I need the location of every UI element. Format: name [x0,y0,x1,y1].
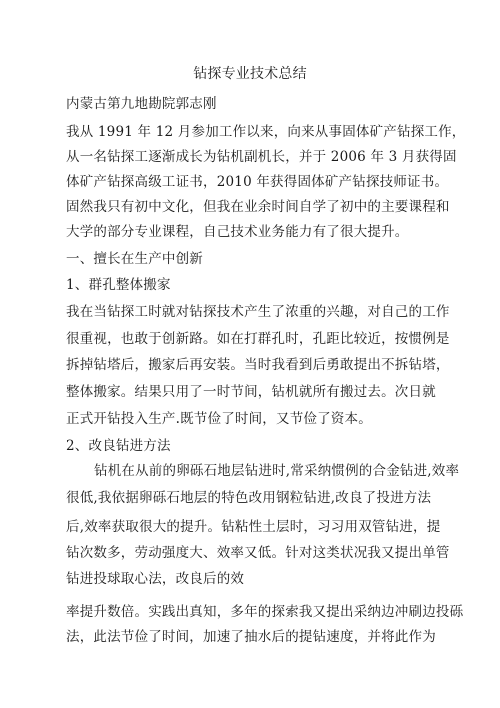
intro-line: 我从 1991 年 12 月参加工作以来，向来从事固体矿产钻探工作， [66,124,466,140]
paragraph-line: 钻次数多，劳动强度大、效率又低。针对这类状况我又提出单管 [66,545,450,561]
subsection-heading: 2、改良钻进方法 [66,438,171,454]
paragraph-line: 钻进投球取心法，改良后的效 [66,571,245,587]
paragraph-line: 后,效率获取很大的提升。钻粘性土层时，习习用双管钻进，提 [66,519,441,535]
paragraph-line: 我在当钻探工时就对钻探技术产生了浓重的兴趣，对自己的工作 [66,304,450,320]
paragraph-line: 拆掉钻塔后，搬家后再安装。当时我看到后勇敢提出不拆钻塔， [66,357,450,373]
paragraph-line: 很低,我依据卵砾石地层的特色改用钢粒钻进,改良了投进方法 [66,490,432,506]
paragraph-line: 钻机在从前的卵砾石地层钻进时,常采纳惯例的合金钻进,效率 [94,463,460,479]
author-line: 内蒙古第九地勘院郭志刚 [66,96,217,112]
paragraph-line: 整体搬家。结果只用了一时节间，钻机就所有搬过去。次日就 [66,384,436,400]
section-heading: 一、擅长在生产中创新 [66,251,203,267]
document-title: 钻探专业技术总结 [193,66,307,82]
paragraph-line: 法，此法节俭了时间，加速了抽水后的提钻速度，并将此作为 [66,629,436,645]
subsection-heading: 1、群孔整体搬家 [66,277,171,293]
intro-line: 从一名钻探工逐渐成长为钻机副机长，并于 2006 年 3 月获得固 [66,149,457,165]
intro-line: 体矿产钻探高级工证书，2010 年获得固体矿产钻探技师证书。 [66,174,449,190]
intro-line: 大学的部分专业课程，自己技术业务能力有了很大提升。 [66,224,409,240]
paragraph-line: 正式开钻投入生产.既节俭了时间，又节俭了资本。 [66,411,372,427]
paragraph-line: 率提升数倍。实践出真知，多年的探索我又提出采纳边冲刷边投砾 [66,604,464,620]
paragraph-line: 很重视，也敢于创新路。如在打群孔时，孔距比较近，按惯例是 [66,331,450,347]
intro-line: 固然我只有初中文化，但我在业余时间自学了初中的主要课程和 [66,199,450,215]
